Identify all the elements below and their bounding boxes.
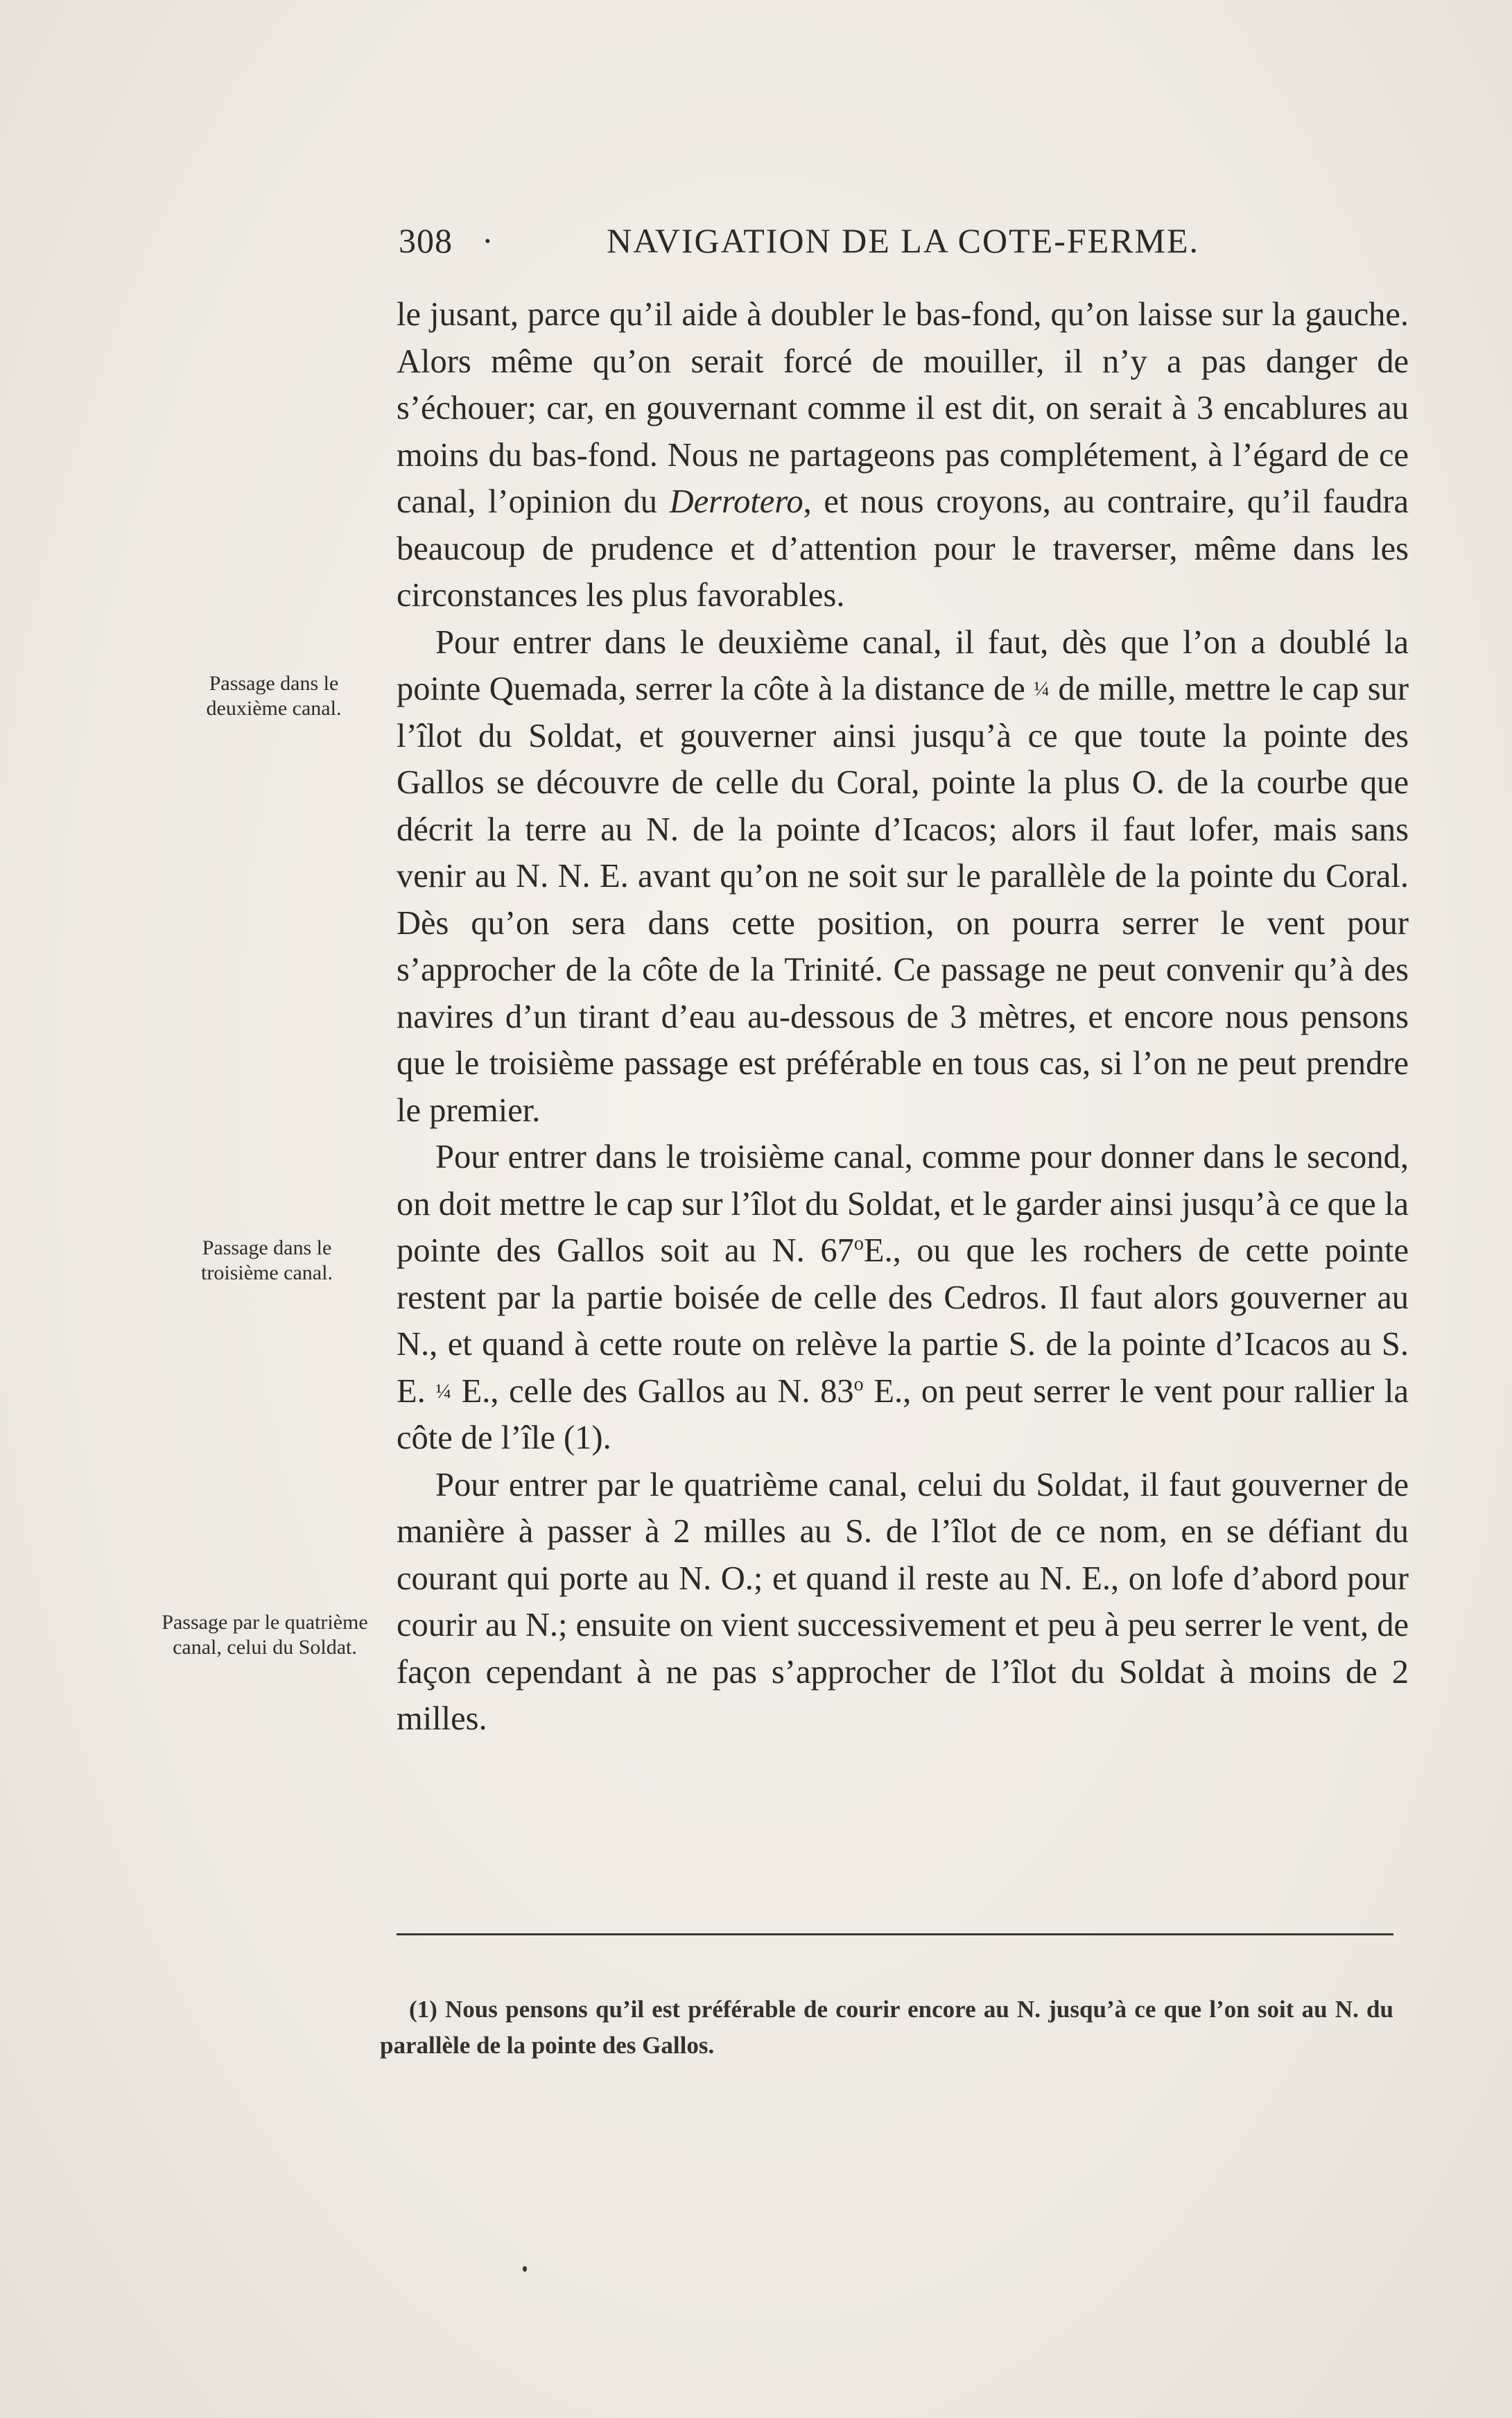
page-number: 308 xyxy=(399,221,453,260)
paragraph-1-text: le jusant, parce qu’il aide à doubler le bas-fond, qu’on laisse sur la gauche. Alors même qu’on serait forcé de mouiller, il n’y a pas danger de s’échouer; car, en gouvernant comme il est dit, on serait à 3 encablures au moins du bas-fond. Nous ne partageons pas complétement, à l’égard de ce canal, l’opinion du xyxy=(397,296,1409,520)
paragraph-1-end: , et nous croyons, au contraire, qu’il faudra beaucoup de prudence et d’attention pour le traverser, même dans les circonstances les plus favorables. xyxy=(397,483,1409,614)
paragraph-4-text: Pour entrer par le quatrième canal, celui du Soldat, il faut gouverner de manière à passer à 2 milles au S. de l’îlot de ce nom, en se défiant du courant qui porte au N. O.; et quand il reste au N. E., on lofe d’abord pour courir au N.; ensuite on vient successivement et peu à peu serrer le vent, de façon cependant à ne pas s’approcher de l’îlot du Soldat à moins de 2 milles. xyxy=(397,1466,1409,1737)
paragraph-3-text-d: E., on peut serrer le vent pour rallier la côte de l’île (1). xyxy=(397,1372,1409,1456)
paragraph-2-text-a: Pour entrer dans le deuxième canal, il faut, dès que l’on a doublé la pointe Quemada, serrer la côte à la distance de xyxy=(397,623,1409,707)
print-speck xyxy=(523,2266,527,2272)
degree-mark: o xyxy=(853,1232,864,1254)
page-header xyxy=(399,221,1397,276)
degree-mark: o xyxy=(853,1373,864,1395)
margin-note-deuxieme-canal: Passage dans le deuxième canal. xyxy=(206,672,342,720)
paragraph-3-text-a: Pour entrer dans le troisième canal, comme pour donner dans le second, on doit mettre le cap sur l’îlot du Soldat, et le garder ainsi jusqu’à ce que la pointe des Gallos soit au N. 67 xyxy=(397,1139,1409,1269)
paragraph-3 xyxy=(397,1134,1409,1462)
margin-note-troisieme-canal: Passage dans le troisième canal. xyxy=(201,1236,333,1284)
paragraph-3-text-b: E., ou que les rochers de cette pointe restent par la partie boisée de celle des Cedros. Il faut alors gouverner au N., et quand à cette route on relève la partie S. de la pointe d’Icacos au S. E. xyxy=(397,1232,1409,1410)
paragraph-3-text-c: E., celle des Gallos au N. 83 xyxy=(461,1372,854,1410)
derrotero-title: Derrotero xyxy=(669,483,803,520)
running-title: NAVIGATION DE LA COTE-FERME. xyxy=(607,221,1200,260)
paragraph-2-text-b: de mille, mettre le cap sur l’îlot du Soldat, et gouverner ainsi jusqu’à ce que toute la pointe des Gallos se découvre de celle du Coral, pointe la plus O. de la courbe que décrit la terre au N. de la pointe d’Icacos; alors il faut lofer, mais sans venir au N. N. E. avant qu’on ne soit sur le parallèle de la pointe du Coral. Dès qu’on sera dans cette position, on pourra serrer le vent pour s’approcher de la côte de la Trinité. Ce passage ne peut convenir qu’à des navires d’un tirant d’eau au-dessous de 3 mètres, et encore nous pensons que le troisième passage est préférable en tous cas, si l’on ne peut prendre le premier. xyxy=(397,671,1409,1129)
margin-note-quatrieme-canal: Passage par le quatrième canal, celui du Soldat. xyxy=(162,1611,368,1659)
paragraph-2 xyxy=(397,619,1409,1134)
fraction-quarter: ¼ xyxy=(435,1379,451,1403)
header-separator: · xyxy=(482,221,494,260)
main-text xyxy=(397,291,1409,1743)
footnote: (1) Nous pensons qu’il est préférable de courir encore au N. jusqu’à ce que l’on soit au N. du parallèle de la pointe des Gallos. xyxy=(380,1996,1393,2059)
paragraph-4 xyxy=(397,1462,1409,1743)
paragraph-1 xyxy=(397,291,1409,619)
footnote-rule xyxy=(397,1933,1393,1935)
fraction-quarter: ¼ xyxy=(1034,677,1050,700)
